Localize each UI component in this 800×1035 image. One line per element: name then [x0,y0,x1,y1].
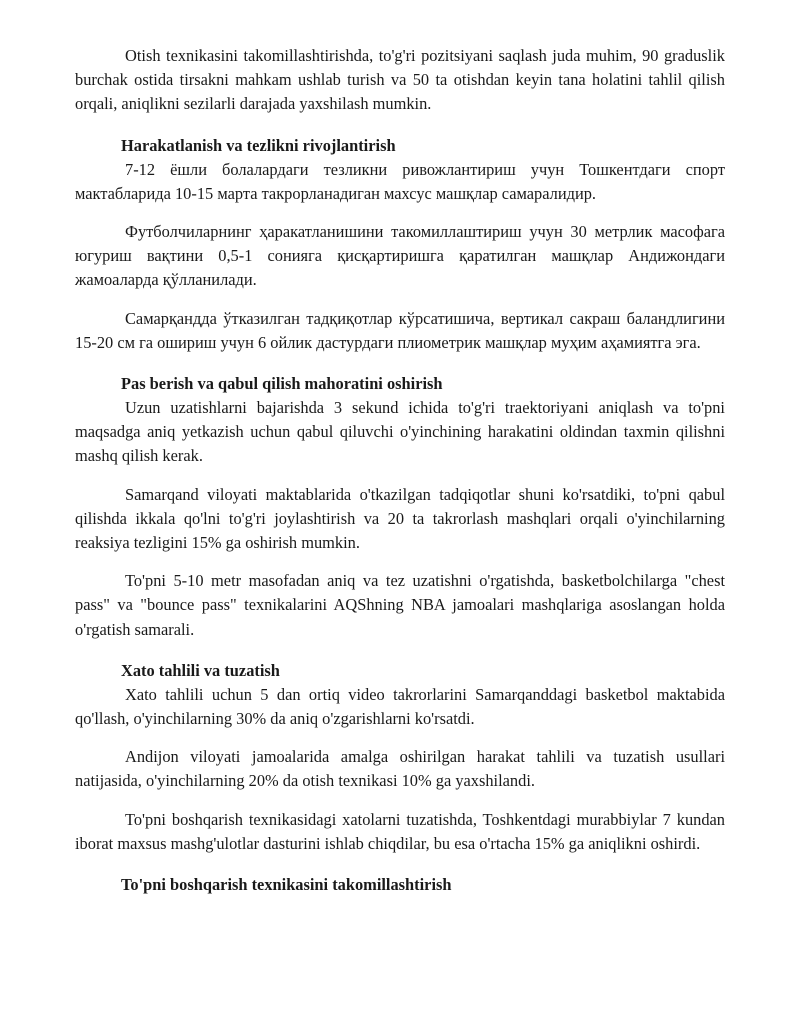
paragraph-topni-uzatish: To'pni 5-10 metr masofadan aniq va tez uzatishni o'rgatishda, basketbolchilarga "chest pass" va "bounce pass" texnikalarini AQShning NBA jamoalari mashqlariga asoslangan holda o'rgatish samarali. [75,571,725,639]
heading-topni-boshqarish: To'pni boshqarish texnikasini takomillashtirish [121,875,452,895]
paragraph-toshkent-murabbiylar: To'pni boshqarish texnikasidagi xatolarni tuzatishda, Toshkentdagi murabbiylar 7 kundan iborat maxsus mashg'ulotlar dasturini ishlab chiqdilar, bu esa o'rtacha 15% ga aniqlikni oshirdi. [75,809,725,853]
heading-xato-tahlili: Xato tahlili va tuzatish [121,660,280,680]
paragraph-tezlik-bolalar: 7-12 ёшли болалардаги тезликни ривожлантириш учун Тошкентдаги спорт мактабларида 10-15 марта такрорланадиган махсус машқлар самаралидир. [75,159,725,203]
paragraph-video-takror: Xato tahlili uchun 5 dan ortiq video takrorlarini Samarqanddagi basketbol maktabida qo'llash, o'yinchilarning 30% da aniq o'zgarishlarni ko'rsatdi. [75,684,725,729]
paragraph-otish-texnikasi: Otish texnikasini takomillashtirishda, to'g'ri pozitsiyani saqlash juda muhim, 90 graduslik burchak ostida tirsakni mahkam ushlab turish va 50 ta otishdan keyin tana holatini tahlil qilish orqali, aniqlikni sezilarli darajada yaxshilash mumkin. [75,46,725,114]
heading-pas-berish: Pas berish va qabul qilish mahoratini oshirish [121,374,443,394]
paragraph-uzun-uzatish: Uzun uzatishlarni bajarishda 3 sekund ichida to'g'ri traektoriyani aniqlash va to'pni maqsadga aniq yetkazish uchun qabul qiluvchi o'yinchining harakatini oldindan taxmin qilishni mashq qilish kerak. [75,398,725,466]
paragraph-futbolchilar: Футболчиларнинг ҳаракатланишини такомиллаштириш учун 30 метрлик масофага югуриш вақтини 0,5-1 сонияга қисқартиришга қаратилган машқлар Андижондаги жамоаларда қўлланилади. [75,222,725,290]
heading-harakatlanish: Harakatlanish va tezlikni rivojlantirish [121,135,396,155]
paragraph-samarqand-maktablar: Samarqand viloyati maktablarida o'tkazilgan tadqiqotlar shuni ko'rsatdiki, to'pni qabul qilishda ikkala qo'lni to'g'ri joylashtirish va 20 ta takrorlash mashqlari orqali o'yinchilarning reaksiya tezligini 15% ga oshirish mumkin. [75,484,725,553]
paragraph-samarqand-tadqiqot: Самарқандда ўтказилган тадқиқотлар кўрсатишича, вертикал сакраш баландлигини 15-20 см га ошириш учун 6 ойлик дастурдаги плиометрик машқлар муҳим аҳамиятга эга. [75,308,725,352]
paragraph-andijon: Andijon viloyati jamoalarida amalga oshirilgan harakat tahlili va tuzatish usullari natijasida, o'yinchilarning 20% da otish texnikasi 10% ga yaxshilandi. [75,747,725,791]
document-page [75,44,725,897]
